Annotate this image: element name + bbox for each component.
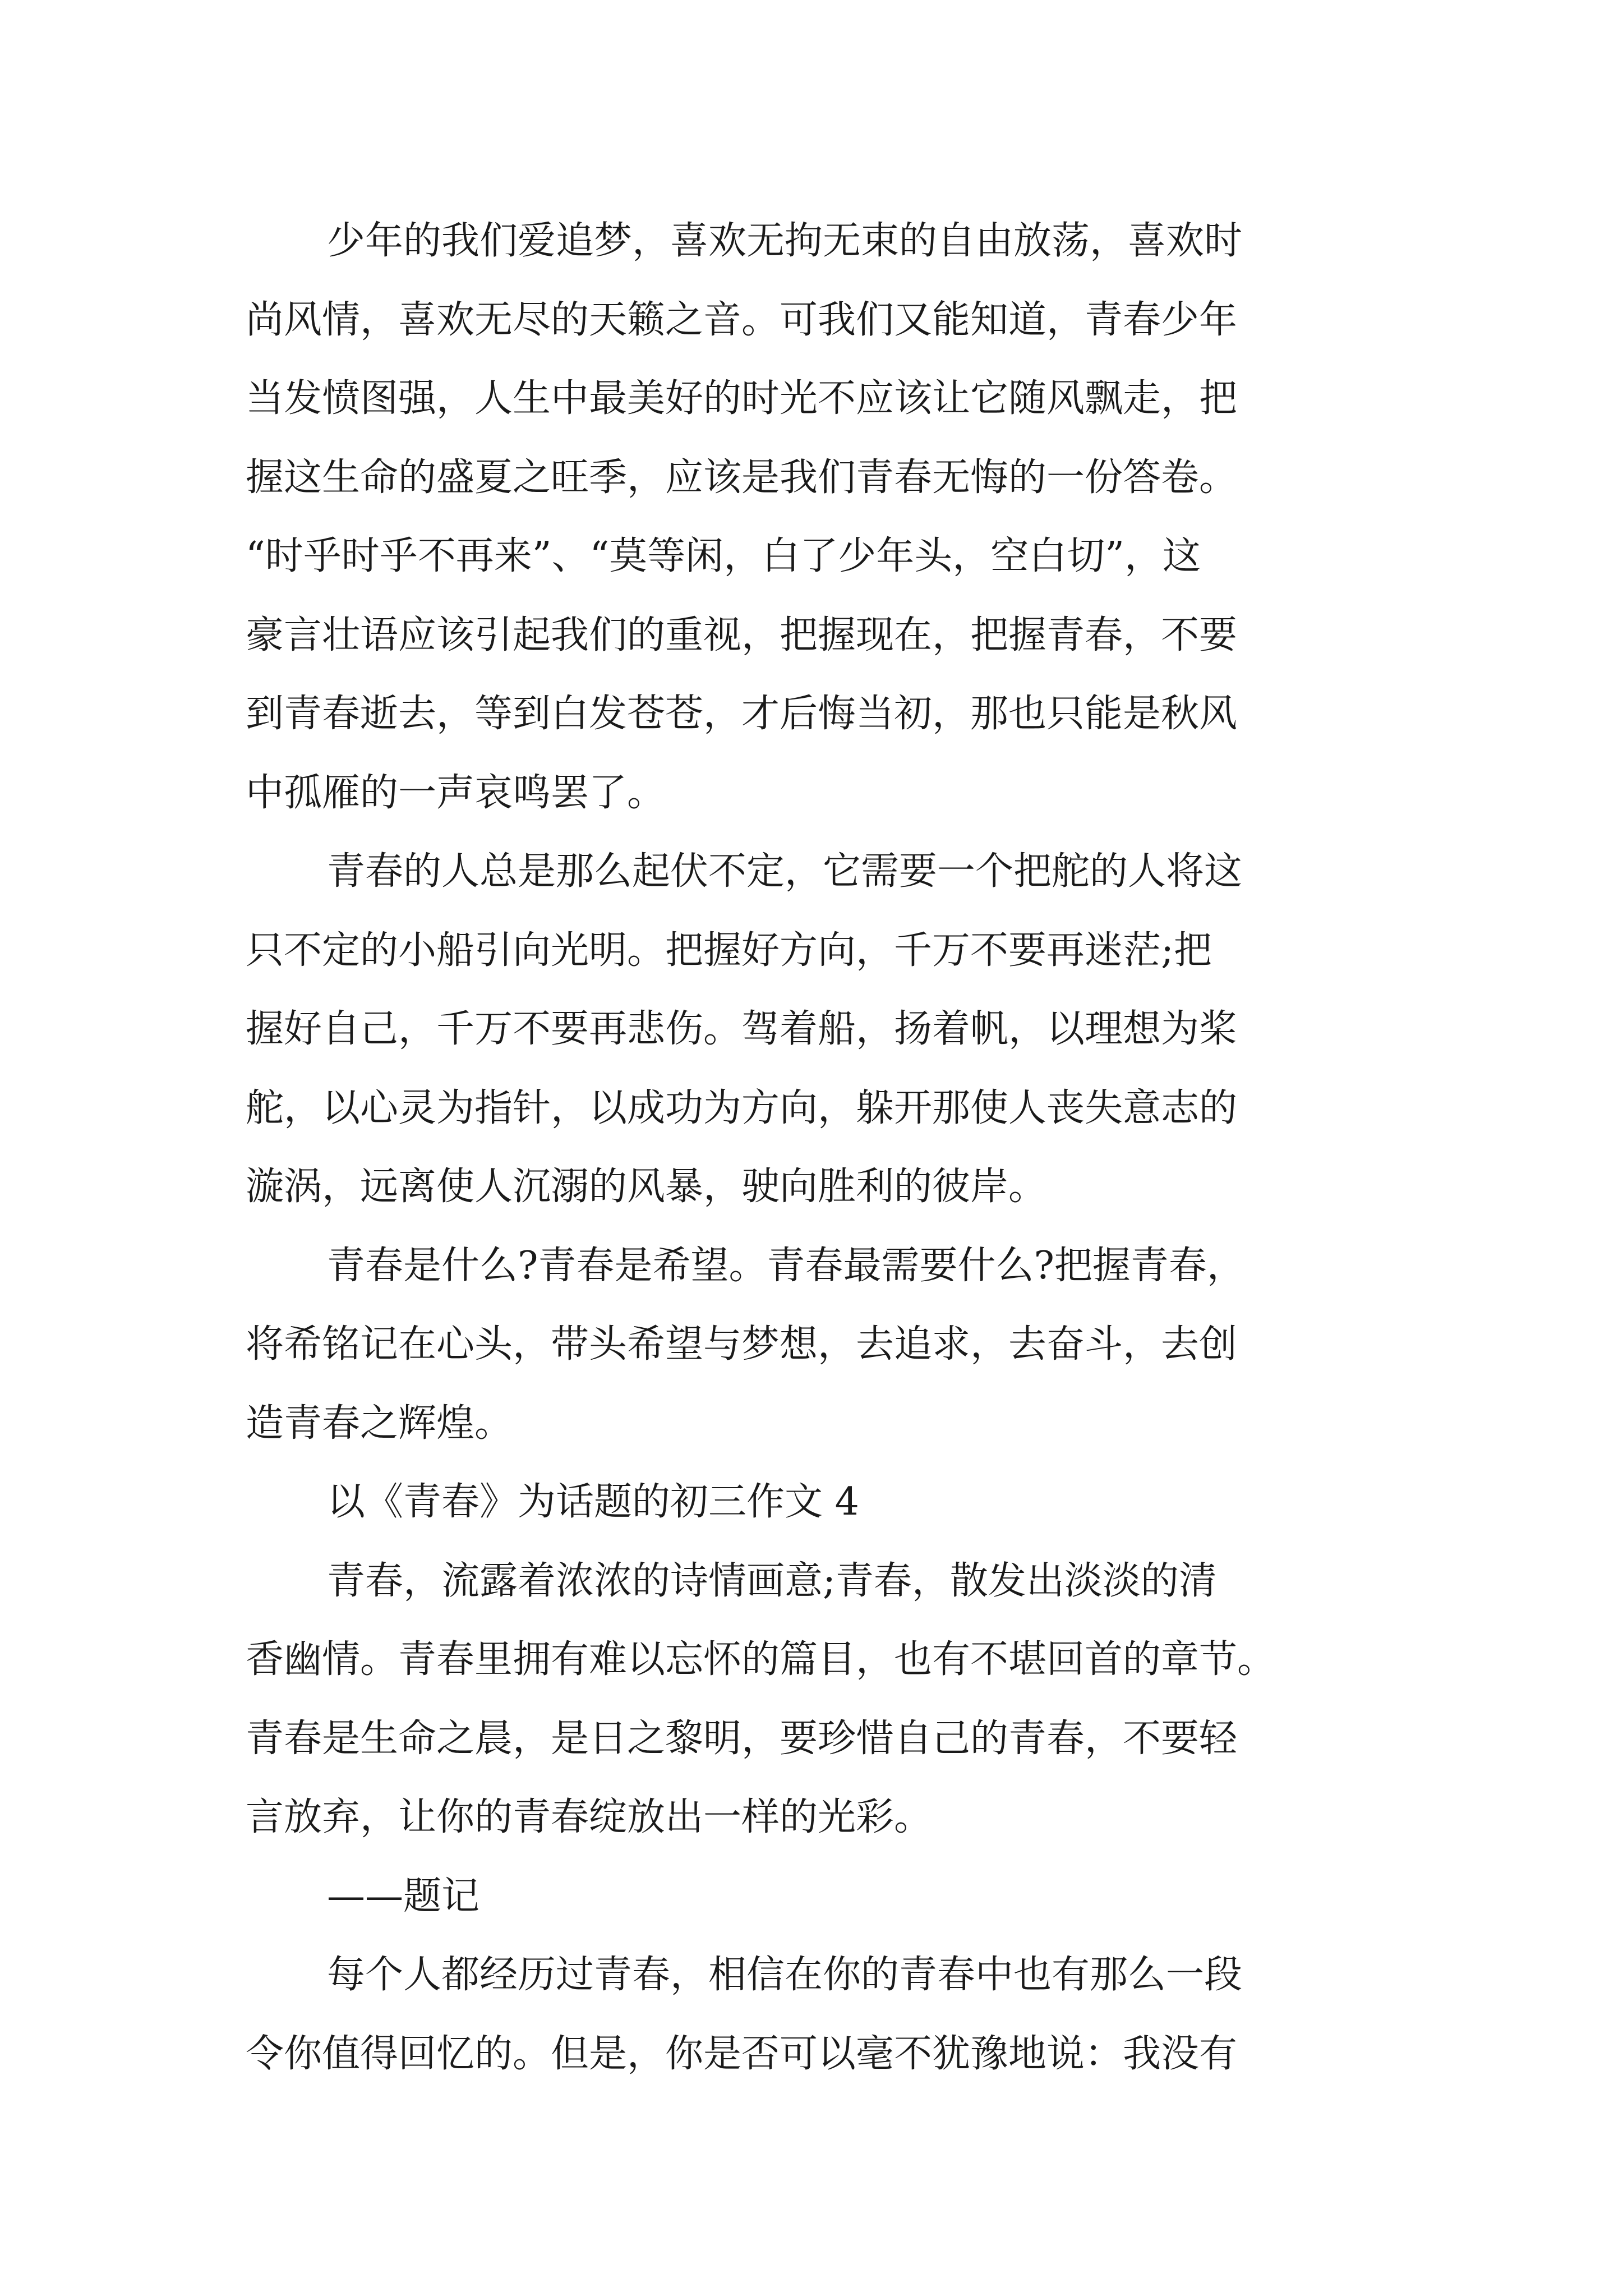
section-heading: 以《青春》为话题的初三作文 4 (327, 1480, 859, 1524)
epigraph-attribution: ——题记 (327, 1874, 480, 1918)
text-line: 握好自己，千万不要再悲伤。驾着船，扬着帆，以理想为桨 (246, 1007, 1238, 1051)
text-line: 青春的人总是那么起伏不定，它需要一个把舵的人将这 (327, 849, 1243, 894)
text-line: 到青春逝去，等到白发苍苍，才后悔当初，那也只能是秋风 (246, 692, 1238, 736)
text-line: 香幽情。青春里拥有难以忘怀的篇目，也有不堪回首的章节。 (246, 1637, 1276, 1682)
text-line: 青春是什么?青春是希望。青春最需要什么?把握青春， (327, 1243, 1245, 1288)
text-line: 漩涡，远离使人沉溺的风暴，驶向胜利的彼岸。 (246, 1165, 1047, 1209)
text-line: 舵，以心灵为指针，以成功为方向，躲开那使人丧失意志的 (246, 1085, 1238, 1130)
text-line: 每个人都经历过青春，相信在你的青春中也有那么一段 (327, 1953, 1243, 1997)
text-line: 豪言壮语应该引起我们的重视，把握现在，把握青春，不要 (246, 613, 1238, 657)
text-line: 少年的我们爱追梦，喜欢无拘无束的自由放荡，喜欢时 (327, 219, 1243, 263)
text-line: 令你值得回忆的。但是，你是否可以毫不犹豫地说：我没有 (246, 2031, 1238, 2076)
text-line: 将希铭记在心头，带头希望与梦想，去追求，去奋斗，去创 (246, 1322, 1238, 1366)
text-line: 当发愤图强，人生中最美好的时光不应该让它随风飘走，把 (246, 376, 1238, 421)
text-line: 中孤雁的一声哀鸣罢了。 (246, 770, 666, 815)
text-line: 握这生命的盛夏之旺季，应该是我们青春无悔的一份答卷。 (246, 455, 1238, 500)
text-line: 造青春之辉煌。 (246, 1401, 513, 1446)
text-line: 只不定的小船引向光明。把握好方向，千万不要再迷茫;把 (246, 928, 1212, 973)
text-line: “时乎时乎不再来”、“莫等闲，白了少年头，空白切”，这 (246, 534, 1201, 578)
text-line: 尚风情，喜欢无尽的天籁之音。可我们又能知道，青春少年 (246, 297, 1238, 342)
text-line: 言放弃，让你的青春绽放出一样的光彩。 (246, 1795, 933, 1839)
text-line: 青春是生命之晨，是日之黎明，要珍惜自己的青春，不要轻 (246, 1716, 1238, 1761)
text-line: 青春，流露着浓浓的诗情画意;青春，散发出淡淡的清 (327, 1558, 1217, 1603)
document-body (246, 202, 1390, 2093)
